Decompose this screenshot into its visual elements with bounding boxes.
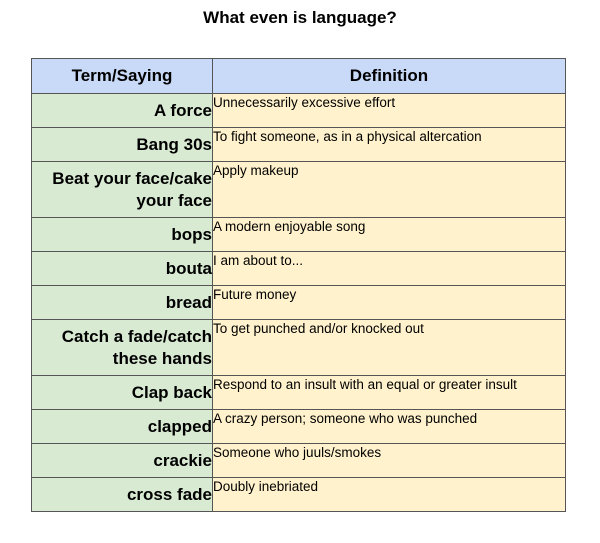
definition-cell: Apply makeup [213,162,566,218]
table-row [32,320,566,376]
table-row [32,128,566,162]
definition-cell: To get punched and/or knocked out [213,320,566,376]
definition-cell: Future money [213,286,566,320]
header-row [32,59,566,94]
term-cell: crackie [32,444,213,478]
definition-cell: Doubly inebriated [213,478,566,512]
definition-cell: Respond to an insult with an equal or greater insult [213,376,566,410]
table-row [32,410,566,444]
table-row [32,162,566,218]
table-row [32,376,566,410]
table-row [32,94,566,128]
table-row [32,286,566,320]
term-cell: bops [32,218,213,252]
definition-cell: Someone who juuls/smokes [213,444,566,478]
page-title: What even is language? [203,8,397,27]
term-cell: Clap back [32,376,213,410]
table-row [32,444,566,478]
term-cell: bread [32,286,213,320]
term-cell: A force [32,94,213,128]
term-cell: Bang 30s [32,128,213,162]
term-cell: cross fade [32,478,213,512]
definition-column-header: Definition [213,59,566,94]
term-cell: clapped [32,410,213,444]
table-row [32,218,566,252]
definition-cell: I am about to... [213,252,566,286]
glossary-table [31,58,566,512]
definition-cell: A crazy person; someone who was punched [213,410,566,444]
table-row [32,478,566,512]
definition-cell: A modern enjoyable song [213,218,566,252]
term-cell: Beat your face/cake your face [32,162,213,218]
definition-cell: To fight someone, as in a physical altercation [213,128,566,162]
term-column-header: Term/Saying [32,59,213,94]
table-row [32,252,566,286]
term-cell: bouta [32,252,213,286]
term-cell: Catch a fade/catch these hands [32,320,213,376]
definition-cell: Unnecessarily excessive effort [213,94,566,128]
